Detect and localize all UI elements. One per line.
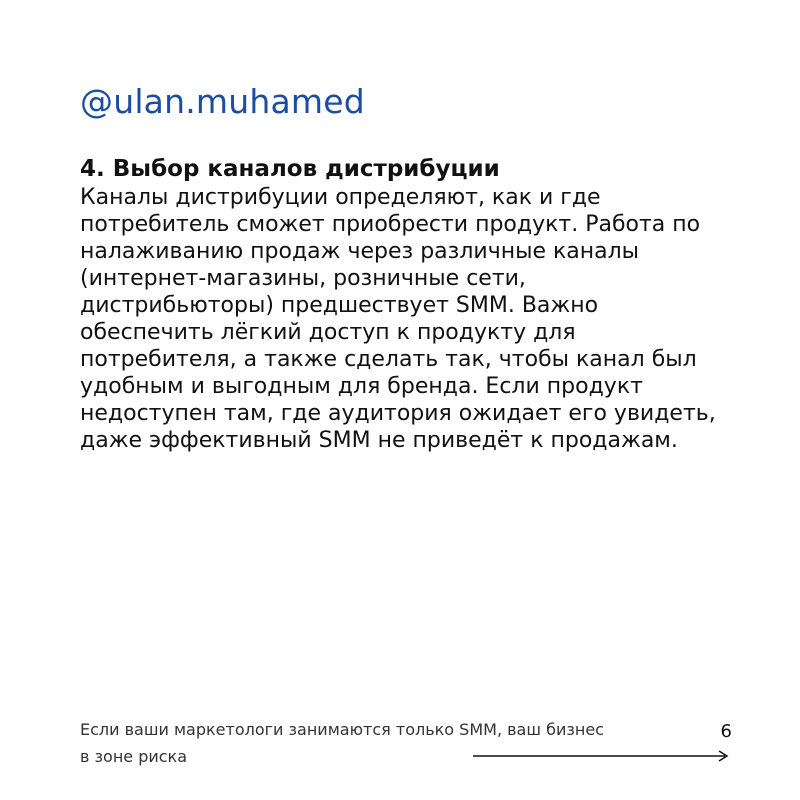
section-line-6: обеспечить лёгкий доступ к продукту для bbox=[80, 320, 576, 345]
section-line-1: Каналы дистрибуции определяют, как и где bbox=[80, 185, 601, 210]
footer-line-2: в зоне риска bbox=[80, 747, 188, 766]
section-line-5: дистрибьюторы) предшествует SMM. Важно bbox=[80, 293, 599, 318]
section-line-2: потребитель сможет приобрести продукт. Работа по bbox=[80, 212, 701, 237]
section-content bbox=[80, 155, 740, 454]
section-line-7: потребителя, а также сделать так, чтобы канал был bbox=[80, 347, 697, 372]
section-line-3: налаживанию продаж через различные каналы bbox=[80, 239, 640, 264]
section-line-4: (интернет-магазины, розничные сети, bbox=[80, 266, 526, 291]
account-handle: @ulan.muhamed bbox=[80, 82, 365, 121]
section-line-9: недоступен там, где аудитория ожидает его увидеть, bbox=[80, 401, 716, 426]
footer-line-1: Если ваши маркетологи занимаются только SMM, ваш бизнес bbox=[80, 720, 604, 739]
section-line-8: удобным и выгодным для бренда. Если продукт bbox=[80, 374, 643, 399]
page-number: 6 bbox=[720, 721, 732, 742]
section-line-10: даже эффективный SMM не приведёт к продажам. bbox=[80, 428, 678, 453]
right-arrow-icon bbox=[473, 750, 733, 762]
section-title: 4. Выбор каналов дистрибуции bbox=[80, 156, 500, 182]
